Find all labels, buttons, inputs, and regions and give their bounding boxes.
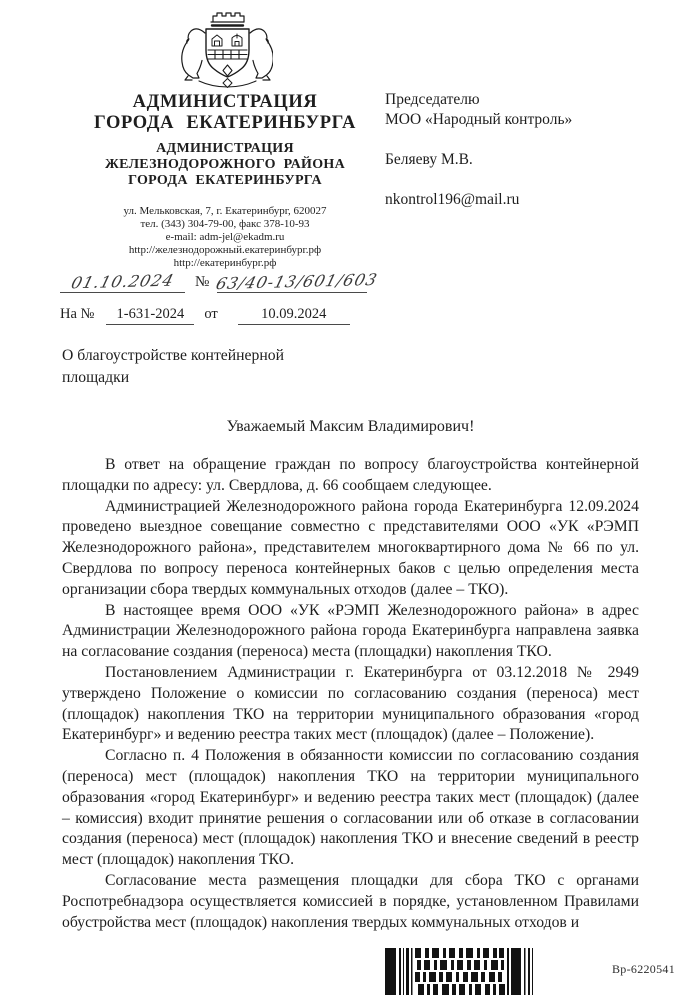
- outgoing-date-field: [60, 272, 185, 293]
- document-barcode-icon: [385, 948, 537, 995]
- yekaterinburg-coat-of-arms-icon: [177, 10, 273, 90]
- number-sign: №: [195, 274, 210, 290]
- incoming-date: 10.09.2024: [238, 306, 350, 325]
- outgoing-reference-row: [60, 269, 390, 294]
- recipient-name: Беляеву М.В.: [385, 151, 473, 168]
- contact-site-city: http://екатеринбург.рф: [173, 257, 277, 269]
- handwritten-number: 63/40-13/601/603: [214, 269, 381, 294]
- body-paragraph-3: В настоящее время ООО «УК «РЭМП Железнодорожного района» в адрес Администрации Железнодорожного района города Екатеринбурга направлена заявка на согласование создания (переноса) места (площадки) накопления ТКО.: [62, 601, 639, 661]
- contact-address: ул. Мельковская, 7, г. Екатеринбург, 620027: [123, 205, 327, 217]
- recipient-organization: МОО «Народный контроль»: [385, 111, 573, 128]
- contact-phone: тел. (343) 304-79-00, факс 378-10-93: [140, 218, 310, 230]
- spacer: [385, 130, 675, 150]
- recipient-email: nkontrol196@mail.ru: [385, 191, 520, 208]
- body-paragraph-4: Постановлением Администрации г. Екатеринбурга от 03.12.2018 № 2949 утверждено Положение о комиссии по согласованию создания (переноса) мест (площадок) накопления ТКО на территории муниципального образования «город Екатеринбург» и ведению реестра таких мест (площадок) (далее – Положение).: [62, 663, 639, 744]
- from-label: от: [204, 306, 218, 322]
- body-paragraph-5: Согласно п. 4 Положения в обязанности комиссии по согласованию создания (переноса) мест (площадок) накопления ТКО на территории муниципального образования «город Екатеринбург» и ведению реестра таких мест (площадок) (далее – комиссия) входит принятие решения о согласовании или об отказе в согласовании создания (переноса) мест (площадок) накопления ТКО и внесение сведений в реестр мест (площадок) накопления ТКО.: [62, 747, 639, 869]
- handwritten-date: 01.10.2024: [68, 270, 177, 293]
- registration-code: Вр-6220541: [612, 962, 675, 976]
- body-paragraph-6: Согласование места размещения площадки для сбора ТКО с органами Роспотребнадзора осуществляется комиссией в порядке, установленном Правилами обустройства мест (площадок) накопления твердых коммунальных отходов и: [62, 871, 639, 931]
- contact-site-district: http://железнодорожный.екатеринбург.рф: [128, 244, 322, 256]
- dept-name-line2: ЖЕЛЕЗНОДОРОЖНОГО РАЙОНА: [104, 157, 346, 172]
- salutation: Уважаемый Максим Владимирович!: [226, 418, 475, 435]
- body-paragraph-1: В ответ на обращение граждан по вопросу благоустройства контейнерной площадки по адресу: ул. Свердлова, д. 66 сообщаем следующее.: [62, 456, 639, 494]
- letterhead-contacts: [55, 205, 395, 270]
- incoming-reference-row: [60, 306, 390, 325]
- body-paragraph-2: Администрацией Железнодорожного района города Екатеринбурга 12.09.2024 проведено выездное совещание совместно с представителями ООО «УК «РЭМП Железнодорожного района», представителем многоквартирного дома № 66 по ул. Свердлова по вопросу переноса контейнерных баков с целью определения места организации сбора твердых коммунальных отходов (далее – ТКО).: [62, 497, 639, 598]
- recipient-position: Председателю: [385, 91, 480, 108]
- subject-line: О благоустройстве контейнерной площадки: [62, 347, 284, 386]
- spacer: [385, 170, 675, 190]
- org-name-line2: ГОРОДА ЕКАТЕРИНБУРГА: [94, 113, 356, 133]
- org-name-line1: АДМИНИСТРАЦИЯ: [132, 92, 318, 112]
- outgoing-number-field: [214, 269, 381, 294]
- dept-name-line1: АДМИНИСТРАЦИЯ: [156, 141, 294, 156]
- incoming-number: 1-631-2024: [106, 306, 194, 325]
- recipient-block: [385, 90, 675, 210]
- dept-name-line3: ГОРОДА ЕКАТЕРИНБУРГА: [128, 173, 322, 188]
- letter-body: [62, 455, 639, 933]
- letterhead: [55, 10, 395, 270]
- reply-prefix-label: На №: [60, 306, 95, 322]
- contact-email: e-mail: adm-jel@ekadm.ru: [165, 231, 285, 243]
